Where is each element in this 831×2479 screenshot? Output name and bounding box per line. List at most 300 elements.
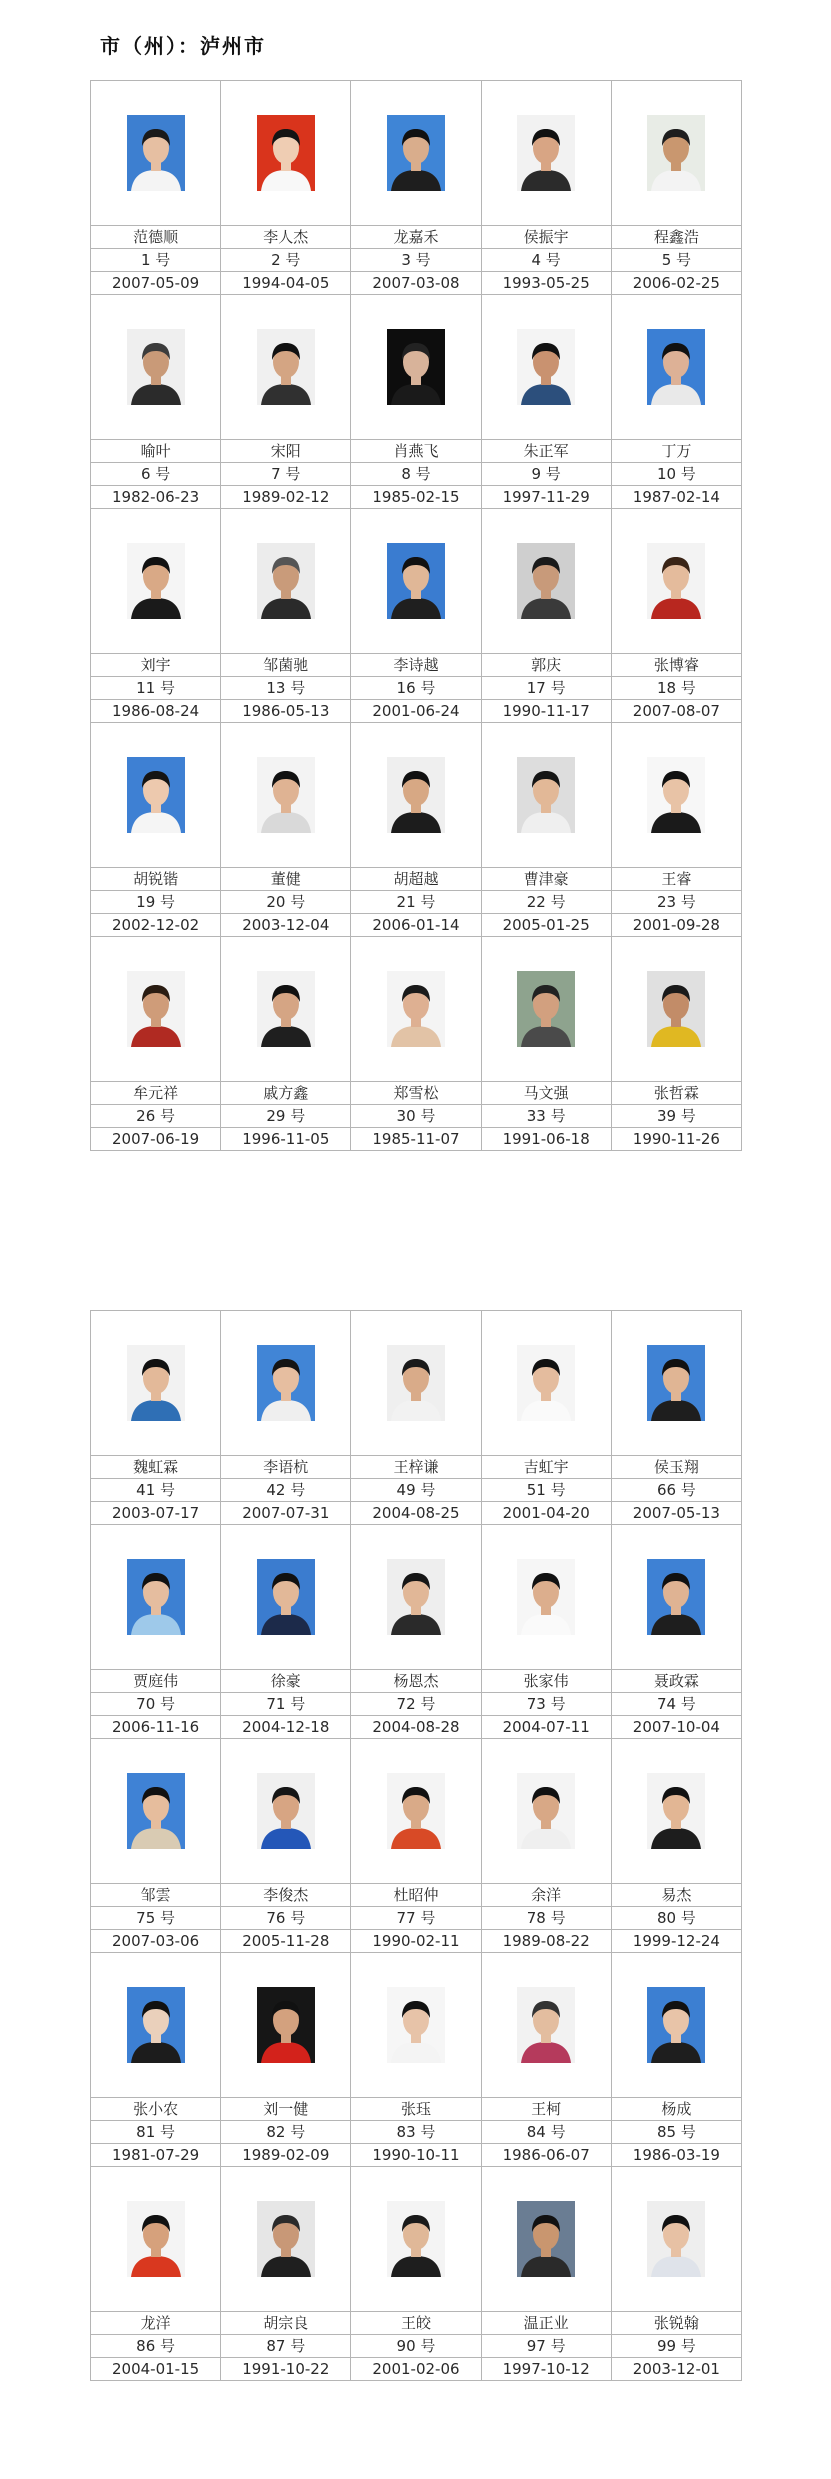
photo-cell: [91, 723, 221, 868]
photo-cell: [481, 2167, 611, 2312]
player-photo: [387, 1559, 445, 1635]
player-birthdate: 2003-12-04: [221, 914, 351, 937]
player-birthdate: 1996-11-05: [221, 1128, 351, 1151]
player-portrait-graphic: [257, 543, 315, 619]
player-number: 16 号: [351, 677, 481, 700]
player-number: 73 号: [481, 1693, 611, 1716]
player-number: 75 号: [91, 1907, 221, 1930]
player-portrait-graphic: [647, 115, 705, 191]
player-portrait-graphic: [387, 1345, 445, 1421]
player-name: 杜昭仲: [351, 1884, 481, 1907]
player-name: 王柯: [481, 2098, 611, 2121]
photo-cell: [221, 509, 351, 654]
player-birthdate: 1990-11-17: [481, 700, 611, 723]
player-name: 董健: [221, 868, 351, 891]
player-portrait-graphic: [517, 1345, 575, 1421]
player-photo: [647, 1773, 705, 1849]
player-birthdate-row: [91, 486, 742, 509]
player-name: 王皎: [351, 2312, 481, 2335]
player-photo: [257, 1559, 315, 1635]
player-photo: [647, 1559, 705, 1635]
player-name: 喻叶: [91, 440, 221, 463]
player-portrait-graphic: [517, 757, 575, 833]
player-name: 龙嘉禾: [351, 226, 481, 249]
player-number: 21 号: [351, 891, 481, 914]
photo-cell: [481, 81, 611, 226]
player-portrait-graphic: [647, 543, 705, 619]
player-name: 杨恩杰: [351, 1670, 481, 1693]
page-title: 市（州）：泸州市: [100, 34, 266, 58]
player-portrait-graphic: [127, 1987, 185, 2063]
player-portrait-graphic: [517, 329, 575, 405]
player-name-row: [91, 1082, 742, 1105]
player-name: 郑雪松: [351, 1082, 481, 1105]
player-photo: [517, 1773, 575, 1849]
player-portrait-graphic: [647, 757, 705, 833]
player-photo: [127, 2201, 185, 2277]
photo-cell: [351, 509, 481, 654]
player-name: 侯振宇: [481, 226, 611, 249]
player-birthdate: 2004-08-28: [351, 1716, 481, 1739]
player-number: 18 号: [611, 677, 741, 700]
player-birthdate: 1989-02-12: [221, 486, 351, 509]
player-number: 6 号: [91, 463, 221, 486]
player-portrait-graphic: [257, 757, 315, 833]
player-number: 86 号: [91, 2335, 221, 2358]
player-name: 侯玉翔: [611, 1456, 741, 1479]
player-name: 丁万: [611, 440, 741, 463]
player-number: 3 号: [351, 249, 481, 272]
photo-cell: [91, 1525, 221, 1670]
player-birthdate: 1990-10-11: [351, 2144, 481, 2167]
player-birthdate-row: [91, 2144, 742, 2167]
photo-row: [91, 1525, 742, 1670]
player-portrait-graphic: [647, 1345, 705, 1421]
player-name: 王睿: [611, 868, 741, 891]
player-number: 74 号: [611, 1693, 741, 1716]
photo-cell: [91, 937, 221, 1082]
player-birthdate: 2007-05-13: [611, 1502, 741, 1525]
player-name-row: [91, 440, 742, 463]
player-portrait-graphic: [647, 1987, 705, 2063]
player-portrait-graphic: [127, 329, 185, 405]
photo-cell: [611, 81, 741, 226]
player-number: 2 号: [221, 249, 351, 272]
photo-cell: [481, 937, 611, 1082]
photo-cell: [351, 81, 481, 226]
photo-cell: [91, 509, 221, 654]
player-birthdate: 1990-11-26: [611, 1128, 741, 1151]
player-birthdate: 2001-02-06: [351, 2358, 481, 2381]
player-photo: [127, 1559, 185, 1635]
player-name: 杨成: [611, 2098, 741, 2121]
player-number: 1 号: [91, 249, 221, 272]
player-portrait-graphic: [127, 1345, 185, 1421]
player-number: 26 号: [91, 1105, 221, 1128]
player-name: 宋阳: [221, 440, 351, 463]
photo-cell: [91, 1953, 221, 2098]
player-name: 张家伟: [481, 1670, 611, 1693]
player-birthdate-row: [91, 1128, 742, 1151]
player-photo: [127, 329, 185, 405]
photo-cell: [351, 723, 481, 868]
photo-cell: [611, 937, 741, 1082]
player-photo: [387, 2201, 445, 2277]
photo-cell: [351, 1525, 481, 1670]
player-portrait-graphic: [127, 757, 185, 833]
player-number: 97 号: [481, 2335, 611, 2358]
photo-cell: [611, 723, 741, 868]
photo-row: [91, 295, 742, 440]
player-number-row: [91, 677, 742, 700]
player-birthdate: 2004-08-25: [351, 1502, 481, 1525]
player-name: 曹津豪: [481, 868, 611, 891]
player-photo: [387, 115, 445, 191]
player-portrait-graphic: [517, 543, 575, 619]
player-portrait-graphic: [517, 2201, 575, 2277]
player-photo: [387, 543, 445, 619]
player-birthdate: 2007-03-06: [91, 1930, 221, 1953]
player-birthdate-row: [91, 1502, 742, 1525]
player-photo: [387, 329, 445, 405]
player-name: 余洋: [481, 1884, 611, 1907]
player-name: 程鑫浩: [611, 226, 741, 249]
player-birthdate: 1990-02-11: [351, 1930, 481, 1953]
photo-cell: [611, 1525, 741, 1670]
player-number: 51 号: [481, 1479, 611, 1502]
player-number: 11 号: [91, 677, 221, 700]
photo-cell: [221, 937, 351, 1082]
player-birthdate: 2003-12-01: [611, 2358, 741, 2381]
player-number: 22 号: [481, 891, 611, 914]
player-photo: [387, 1345, 445, 1421]
player-photo: [257, 971, 315, 1047]
player-birthdate-row: [91, 1930, 742, 1953]
player-name-row: [91, 1884, 742, 1907]
player-number: 29 号: [221, 1105, 351, 1128]
player-number: 83 号: [351, 2121, 481, 2144]
player-birthdate: 2005-01-25: [481, 914, 611, 937]
photo-cell: [481, 723, 611, 868]
player-birthdate: 2001-04-20: [481, 1502, 611, 1525]
player-birthdate: 2004-12-18: [221, 1716, 351, 1739]
player-birthdate: 1991-10-22: [221, 2358, 351, 2381]
player-name: 肖燕飞: [351, 440, 481, 463]
player-photo: [517, 1345, 575, 1421]
photo-cell: [351, 1311, 481, 1456]
photo-cell: [351, 1953, 481, 2098]
player-portrait-graphic: [647, 1773, 705, 1849]
player-photo: [387, 757, 445, 833]
player-birthdate: 1985-11-07: [351, 1128, 481, 1151]
player-number: 66 号: [611, 1479, 741, 1502]
player-photo: [517, 2201, 575, 2277]
player-birthdate-row: [91, 1716, 742, 1739]
photo-cell: [91, 1739, 221, 1884]
player-birthdate: 1989-02-09: [221, 2144, 351, 2167]
player-number: 85 号: [611, 2121, 741, 2144]
player-number: 77 号: [351, 1907, 481, 1930]
player-number: 42 号: [221, 1479, 351, 1502]
photo-cell: [221, 1525, 351, 1670]
player-number: 81 号: [91, 2121, 221, 2144]
player-number: 4 号: [481, 249, 611, 272]
player-name-row: [91, 2098, 742, 2121]
player-photo: [517, 115, 575, 191]
player-photo: [257, 1345, 315, 1421]
photo-cell: [351, 1739, 481, 1884]
player-number-row: [91, 2335, 742, 2358]
photo-row: [91, 1311, 742, 1456]
player-number-row: [91, 249, 742, 272]
player-name: 郭庆: [481, 654, 611, 677]
player-number: 71 号: [221, 1693, 351, 1716]
player-number: 70 号: [91, 1693, 221, 1716]
player-number: 30 号: [351, 1105, 481, 1128]
player-birthdate: 2007-05-09: [91, 272, 221, 295]
player-portrait-graphic: [387, 543, 445, 619]
player-number: 13 号: [221, 677, 351, 700]
photo-cell: [611, 1953, 741, 2098]
player-number-row: [91, 463, 742, 486]
photo-row: [91, 1739, 742, 1884]
player-name-row: [91, 1456, 742, 1479]
photo-cell: [221, 81, 351, 226]
photo-cell: [611, 2167, 741, 2312]
player-number: 84 号: [481, 2121, 611, 2144]
player-name: 邹雲: [91, 1884, 221, 1907]
photo-cell: [221, 1739, 351, 1884]
player-photo: [517, 1987, 575, 2063]
photo-cell: [611, 1739, 741, 1884]
player-name: 马文强: [481, 1082, 611, 1105]
player-name: 贾庭伟: [91, 1670, 221, 1693]
player-number: 17 号: [481, 677, 611, 700]
player-birthdate-row: [91, 700, 742, 723]
player-birthdate: 1982-06-23: [91, 486, 221, 509]
player-photo: [127, 1345, 185, 1421]
player-portrait-graphic: [517, 1559, 575, 1635]
photo-row: [91, 1953, 742, 2098]
player-photo: [647, 971, 705, 1047]
player-birthdate-row: [91, 272, 742, 295]
player-name: 胡宗良: [221, 2312, 351, 2335]
player-photo: [127, 543, 185, 619]
photo-cell: [221, 2167, 351, 2312]
player-birthdate: 2002-12-02: [91, 914, 221, 937]
photo-cell: [481, 1739, 611, 1884]
player-number: 80 号: [611, 1907, 741, 1930]
photo-row: [91, 509, 742, 654]
player-photo: [127, 757, 185, 833]
player-roster-table-1: [90, 80, 742, 1151]
player-name: 张锐翰: [611, 2312, 741, 2335]
player-birthdate-row: [91, 2358, 742, 2381]
photo-cell: [351, 2167, 481, 2312]
player-birthdate: 2006-01-14: [351, 914, 481, 937]
player-birthdate: 2007-07-31: [221, 1502, 351, 1525]
player-number: 9 号: [481, 463, 611, 486]
player-portrait-graphic: [387, 2201, 445, 2277]
photo-cell: [611, 509, 741, 654]
player-birthdate: 2003-07-17: [91, 1502, 221, 1525]
player-photo: [647, 1345, 705, 1421]
player-name: 李诗越: [351, 654, 481, 677]
photo-cell: [91, 2167, 221, 2312]
player-photo: [127, 1987, 185, 2063]
player-photo: [647, 329, 705, 405]
player-number: 23 号: [611, 891, 741, 914]
player-number-row: [91, 1693, 742, 1716]
player-name: 易杰: [611, 1884, 741, 1907]
player-birthdate: 2006-11-16: [91, 1716, 221, 1739]
player-portrait-graphic: [387, 1987, 445, 2063]
player-name: 徐豪: [221, 1670, 351, 1693]
player-photo: [647, 757, 705, 833]
player-number: 78 号: [481, 1907, 611, 1930]
player-birthdate: 1987-02-14: [611, 486, 741, 509]
player-number-row: [91, 1105, 742, 1128]
player-name-row: [91, 654, 742, 677]
photo-cell: [221, 1953, 351, 2098]
player-portrait-graphic: [127, 543, 185, 619]
photo-cell: [351, 937, 481, 1082]
player-portrait-graphic: [387, 757, 445, 833]
player-portrait-graphic: [257, 971, 315, 1047]
player-birthdate: 1994-04-05: [221, 272, 351, 295]
player-portrait-graphic: [127, 1773, 185, 1849]
player-name: 邹菌驰: [221, 654, 351, 677]
player-number: 41 号: [91, 1479, 221, 1502]
player-photo: [517, 971, 575, 1047]
player-name: 王梓谦: [351, 1456, 481, 1479]
player-birthdate: 1999-12-24: [611, 1930, 741, 1953]
player-photo: [257, 1773, 315, 1849]
player-birthdate: 1993-05-25: [481, 272, 611, 295]
player-portrait-graphic: [127, 1559, 185, 1635]
player-portrait-graphic: [387, 115, 445, 191]
player-name: 刘一健: [221, 2098, 351, 2121]
player-portrait-graphic: [387, 971, 445, 1047]
player-portrait-graphic: [257, 1987, 315, 2063]
player-portrait-graphic: [517, 115, 575, 191]
player-portrait-graphic: [257, 1773, 315, 1849]
player-portrait-graphic: [257, 1345, 315, 1421]
photo-cell: [221, 723, 351, 868]
player-name: 李语杭: [221, 1456, 351, 1479]
player-name: 李人杰: [221, 226, 351, 249]
photo-cell: [221, 1311, 351, 1456]
player-name: 胡超越: [351, 868, 481, 891]
player-photo: [517, 757, 575, 833]
player-number: 49 号: [351, 1479, 481, 1502]
player-birthdate: 2007-03-08: [351, 272, 481, 295]
player-portrait-graphic: [647, 2201, 705, 2277]
player-name: 戚方鑫: [221, 1082, 351, 1105]
player-birthdate: 1986-06-07: [481, 2144, 611, 2167]
player-birthdate: 1981-07-29: [91, 2144, 221, 2167]
photo-cell: [221, 295, 351, 440]
player-photo: [257, 757, 315, 833]
player-photo: [257, 543, 315, 619]
player-birthdate: 1985-02-15: [351, 486, 481, 509]
player-birthdate: 1991-06-18: [481, 1128, 611, 1151]
player-name: 牟元祥: [91, 1082, 221, 1105]
player-birthdate: 2006-02-25: [611, 272, 741, 295]
player-portrait-graphic: [257, 1559, 315, 1635]
player-birthdate: 2007-06-19: [91, 1128, 221, 1151]
player-name: 刘宇: [91, 654, 221, 677]
player-photo: [387, 971, 445, 1047]
player-number: 72 号: [351, 1693, 481, 1716]
player-photo: [647, 115, 705, 191]
photo-cell: [91, 295, 221, 440]
player-number: 76 号: [221, 1907, 351, 1930]
player-birthdate: 1986-03-19: [611, 2144, 741, 2167]
player-name: 龙洋: [91, 2312, 221, 2335]
player-birthdate: 2007-08-07: [611, 700, 741, 723]
player-birthdate: 1989-08-22: [481, 1930, 611, 1953]
player-portrait-graphic: [257, 329, 315, 405]
player-photo: [647, 2201, 705, 2277]
player-number: 87 号: [221, 2335, 351, 2358]
player-photo: [647, 1987, 705, 2063]
player-portrait-graphic: [127, 115, 185, 191]
player-number-row: [91, 1907, 742, 1930]
player-roster-table-2: [90, 1310, 742, 2381]
player-number: 82 号: [221, 2121, 351, 2144]
player-portrait-graphic: [257, 2201, 315, 2277]
photo-row: [91, 81, 742, 226]
player-name-row: [91, 2312, 742, 2335]
player-photo: [127, 1773, 185, 1849]
player-photo: [257, 329, 315, 405]
player-portrait-graphic: [127, 971, 185, 1047]
player-number: 39 号: [611, 1105, 741, 1128]
player-birthdate: 2005-11-28: [221, 1930, 351, 1953]
player-portrait-graphic: [387, 329, 445, 405]
player-name: 魏虹霖: [91, 1456, 221, 1479]
player-birthdate: 2001-09-28: [611, 914, 741, 937]
photo-cell: [351, 295, 481, 440]
player-name: 张小农: [91, 2098, 221, 2121]
player-birthdate: 1997-10-12: [481, 2358, 611, 2381]
player-photo: [387, 1987, 445, 2063]
player-name: 朱正军: [481, 440, 611, 463]
player-photo: [127, 115, 185, 191]
player-number: 19 号: [91, 891, 221, 914]
player-birthdate: 2004-07-11: [481, 1716, 611, 1739]
player-portrait-graphic: [647, 1559, 705, 1635]
player-portrait-graphic: [127, 2201, 185, 2277]
player-number-row: [91, 1479, 742, 1502]
player-name: 聂政霖: [611, 1670, 741, 1693]
player-portrait-graphic: [647, 329, 705, 405]
player-name: 吉虹宇: [481, 1456, 611, 1479]
player-number: 10 号: [611, 463, 741, 486]
photo-row: [91, 723, 742, 868]
player-name-row: [91, 868, 742, 891]
player-photo: [517, 543, 575, 619]
player-name: 范德顺: [91, 226, 221, 249]
player-portrait-graphic: [517, 1773, 575, 1849]
player-photo: [517, 329, 575, 405]
player-portrait-graphic: [387, 1559, 445, 1635]
player-name: 张博睿: [611, 654, 741, 677]
photo-cell: [481, 1525, 611, 1670]
player-photo: [647, 543, 705, 619]
player-birthdate-row: [91, 914, 742, 937]
